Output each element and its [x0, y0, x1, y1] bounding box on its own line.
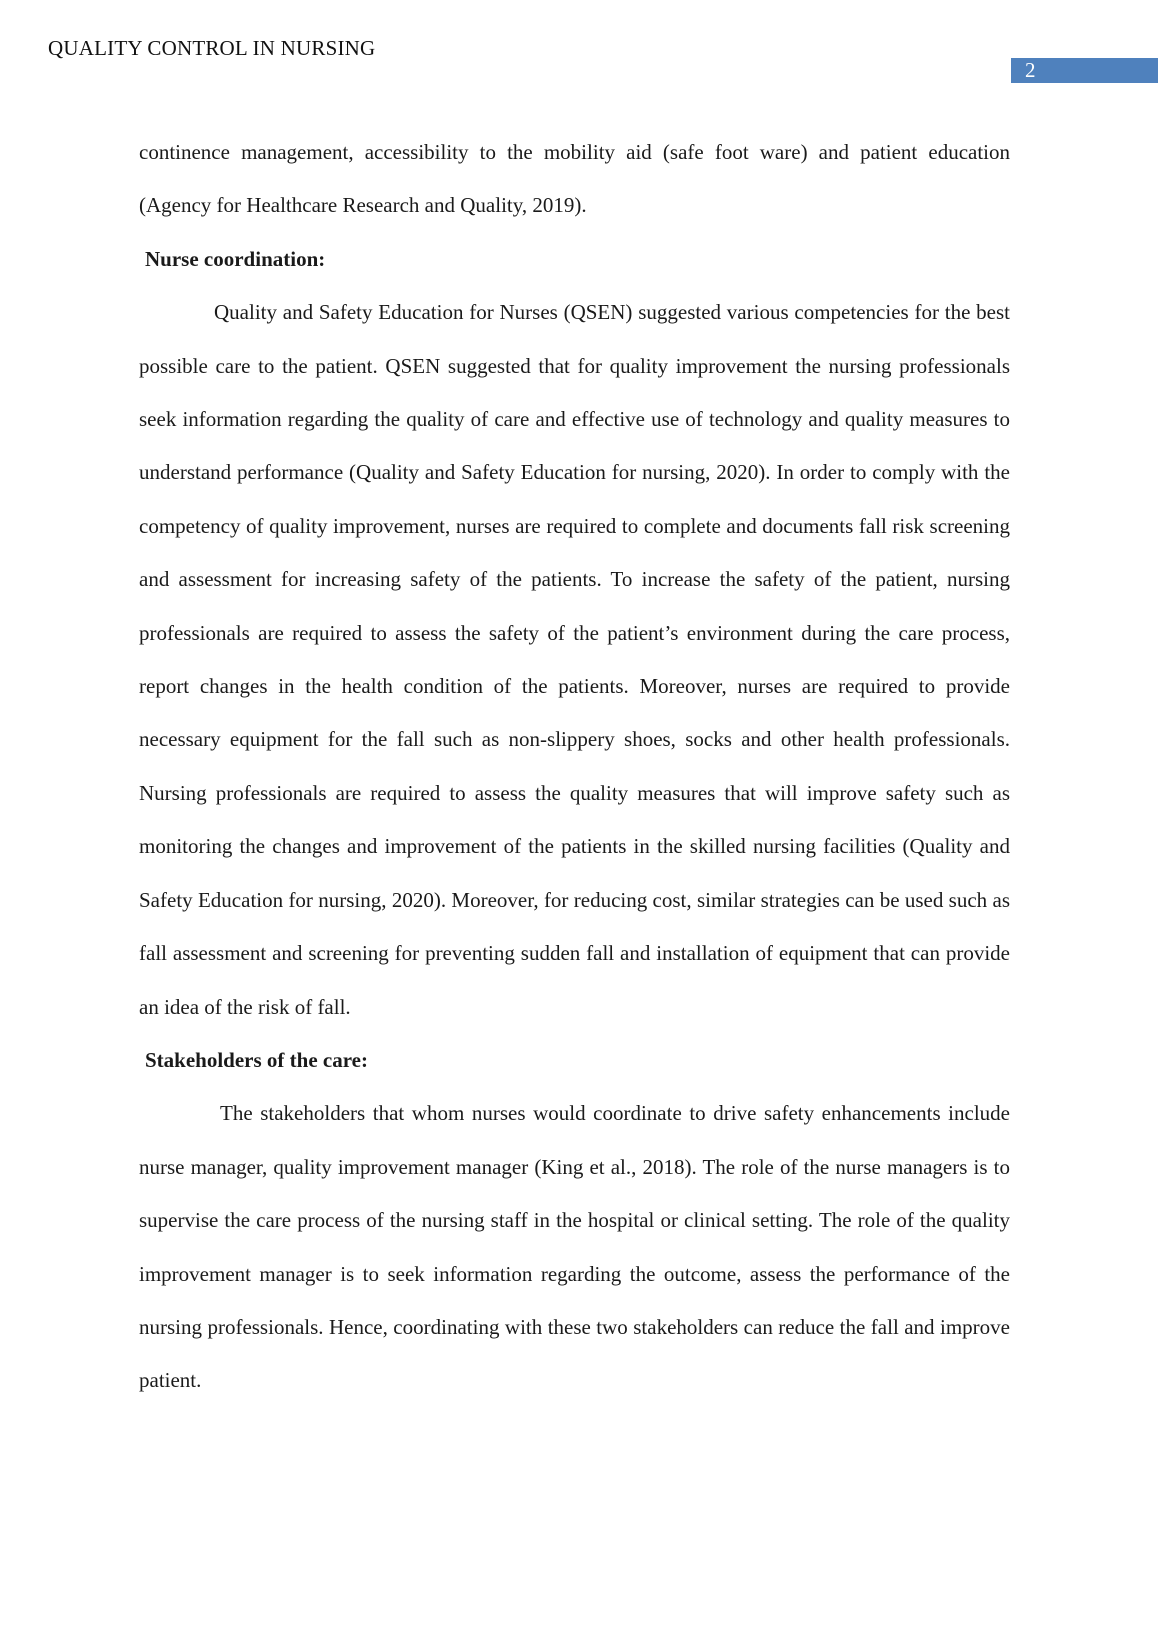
heading-stakeholders: Stakeholders of the care:	[145, 1047, 368, 1072]
document-body	[139, 126, 1010, 1408]
heading-nurse-coordination: Nurse coordination:	[145, 246, 326, 271]
running-head: QUALITY CONTROL IN NURSING	[48, 36, 376, 60]
paragraph-stakeholders: The stakeholders that whom nurses would coordinate to drive safety enhancements include nurse manager, quality improvement manager (King et al., 2018). The role of the nurse managers is to supervise the care process of the nursing staff in the hospital or clinical setting. The role of the quality improvement manager is to seek information regarding the outcome, assess the performance of the nursing professionals. Hence, coordinating with these two stakeholders can reduce the fall and improve patient.	[139, 1101, 1010, 1393]
paragraph-nurse-coordination: Quality and Safety Education for Nurses (QSEN) suggested various competencies for the best possible care to the patient. QSEN suggested that for quality improvement the nursing professionals seek information regarding the quality of care and effective use of technology and quality measures to understand performance (Quality and Safety Education for nursing, 2020). In order to comply with the competency of quality improvement, nurses are required to complete and documents fall risk screening and assessment for increasing safety of the patients. To increase the safety of the patient, nursing professionals are required to assess the safety of the patient’s environment during the care process, report changes in the health condition of the patients. Moreover, nurses are required to provide necessary equipment for the fall such as non-slippery shoes, socks and other health professionals. Nursing professionals are required to assess the quality measures that will improve safety such as monitoring the changes and improvement of the patients in the skilled nursing facilities (Quality and Safety Education for nursing, 2020). Moreover, for reducing cost, similar strategies can be used such as fall assessment and screening for preventing sudden fall and installation of equipment that can provide an idea of the risk of fall.	[139, 300, 1010, 1019]
paragraph-continued: continence management, accessibility to the mobility aid (safe foot ware) and patient education (Agency for Healthcare Research and Quality, 2019).	[139, 140, 1010, 218]
page-number: 2	[1011, 58, 1158, 83]
